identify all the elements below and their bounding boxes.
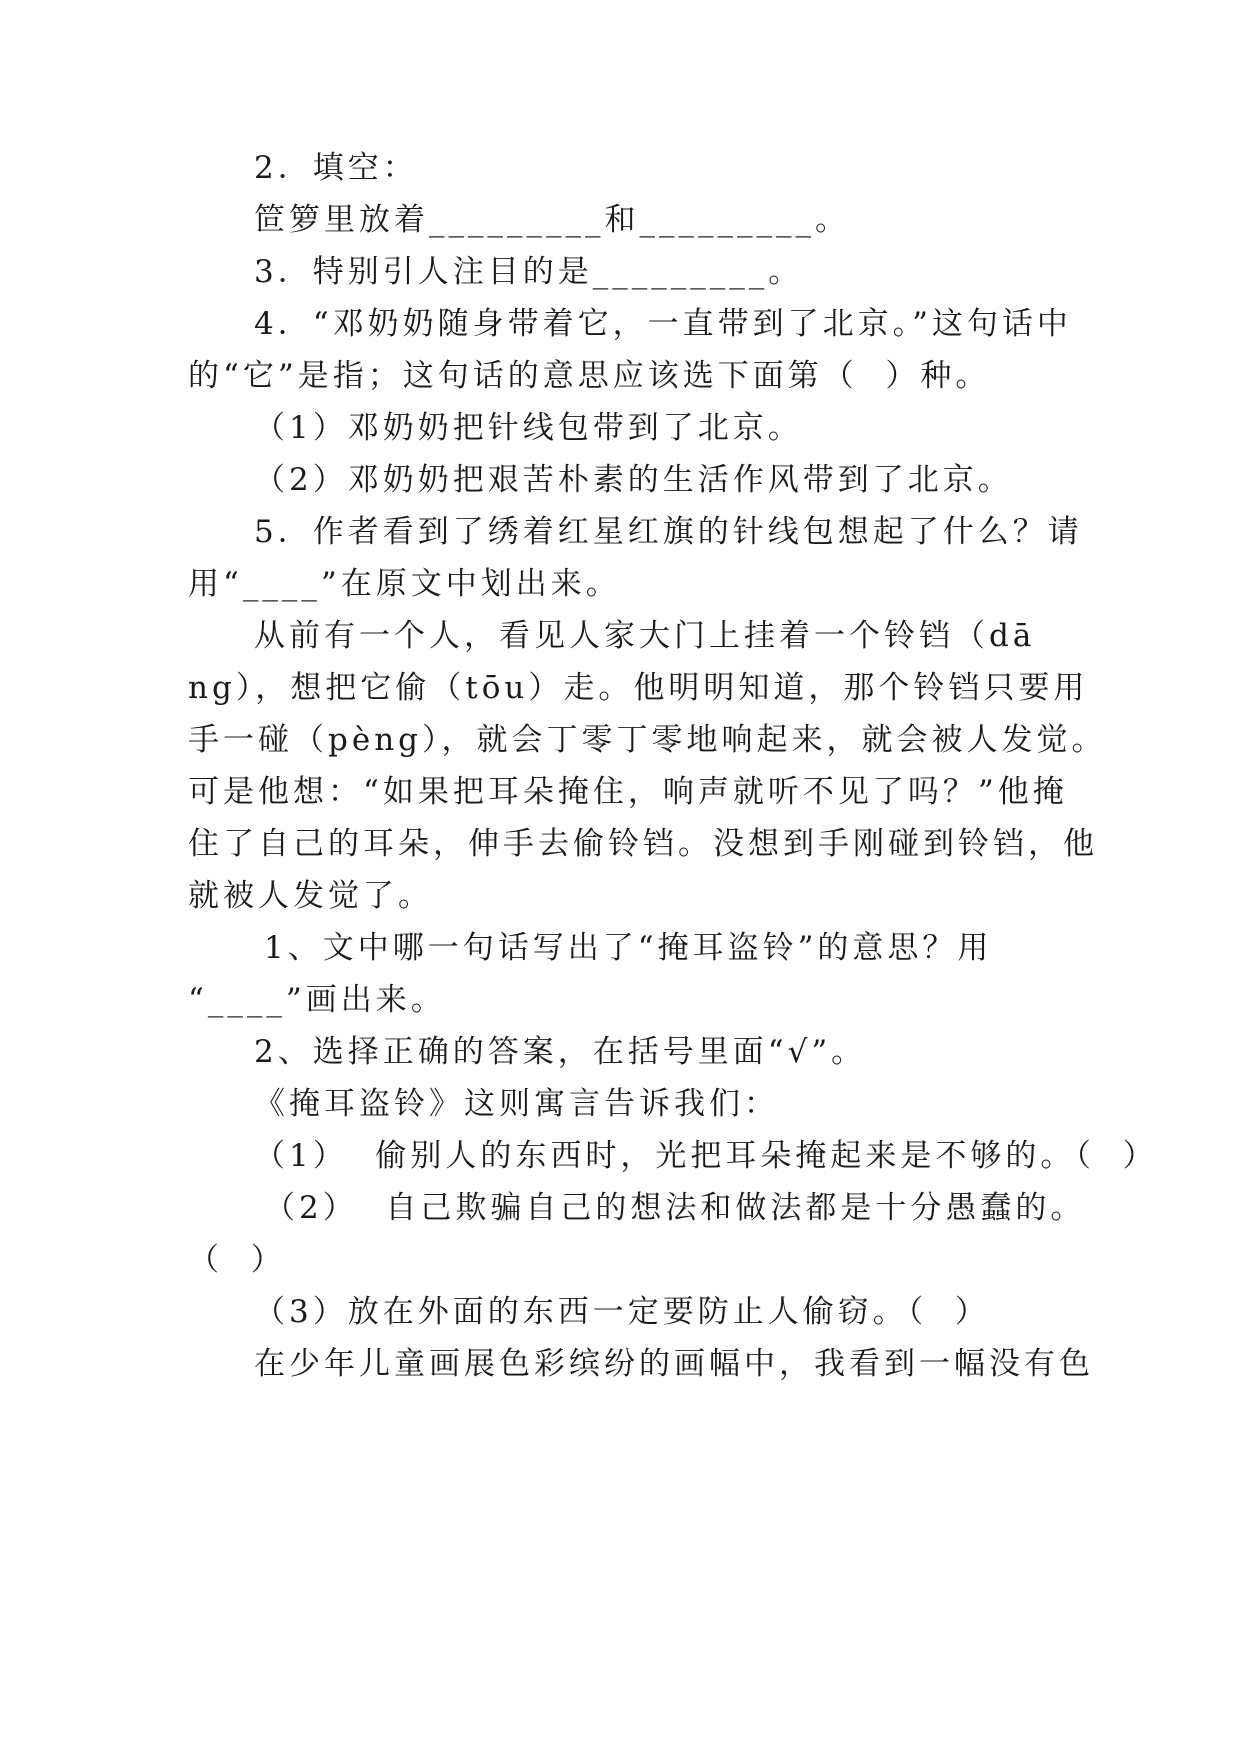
question-3: 3．特别引人注目的是_________。 <box>254 254 804 290</box>
passage-question-2-option-2-bracket: （ ） <box>188 1242 286 1278</box>
passage-question-2-option-3: （3）放在外面的东西一定要防止人偷窃。（ ） <box>254 1294 990 1330</box>
passage-question-2-option-2: （2） 自己欺骗自己的想法和做法都是十分愚蠢的。 <box>264 1190 1086 1226</box>
question-4-option-1: （1）邓奶奶把针线包带到了北京。 <box>254 410 803 446</box>
passage-line-3: 手一碰（pèng），就会丁零丁零地响起来，就会被人发觉。 <box>188 722 1107 758</box>
passage-question-1-line-2: “____”画出来。 <box>188 982 446 1018</box>
passage-line-4: 可是他想：“如果把耳朵掩住，响声就听不见了吗？”他掩 <box>188 774 1068 810</box>
passage-line-2: ng），想把它偷（tōu）走。他明明知道，那个铃铛只要用 <box>188 670 1089 706</box>
passage-question-1-line-1: 1、文中哪一句话写出了“掩耳盗铃”的意思？用 <box>264 930 993 966</box>
passage-question-2-prompt: 《掩耳盗铃》这则寓言告诉我们： <box>254 1086 779 1122</box>
passage-question-2-heading: 2、选择正确的答案，在括号里面“√”。 <box>254 1034 867 1070</box>
passage-line-5: 住了自己的耳朵，伸手去偷铃铛。没想到手刚碰到铃铛，他 <box>188 826 1098 862</box>
question-2-heading: 2．填空： <box>254 150 418 186</box>
question-4-line-1: 4．“邓奶奶随身带着它，一直带到了北京。”这句话中 <box>254 306 1072 342</box>
question-4-line-2: 的“它”是指；这句话的意思应该选下面第（ ）种。 <box>188 358 991 394</box>
passage-line-6: 就被人发觉了。 <box>188 878 433 914</box>
question-5-line-1: 5．作者看到了绣着红星红旗的针线包想起了什么？请 <box>254 514 1083 550</box>
passage-line-1: 从前有一个人，看见人家大门上挂着一个铃铛（dā <box>254 618 1036 654</box>
question-2-blank-line: 笸箩里放着_________和_________。 <box>254 202 850 238</box>
question-4-option-2: （2）邓奶奶把艰苦朴素的生活作风带到了北京。 <box>254 462 1013 498</box>
passage-question-2-option-1: （1） 偷别人的东西时，光把耳朵掩起来是不够的。（ ） <box>254 1138 1158 1174</box>
question-5-line-2: 用“____”在原文中划出来。 <box>188 566 621 602</box>
next-passage-line-1: 在少年儿童画展色彩缤纷的画幅中，我看到一幅没有色 <box>254 1346 1094 1382</box>
